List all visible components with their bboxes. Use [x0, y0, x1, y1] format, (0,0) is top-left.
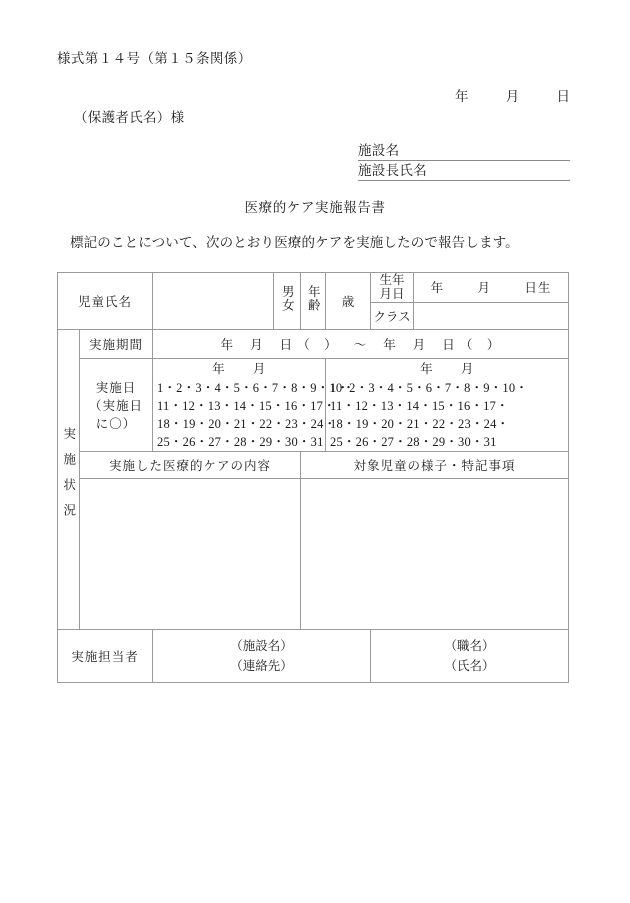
- issuer-facility-label: 施設名: [358, 141, 570, 161]
- impl-day-label-line3: に〇）: [95, 417, 137, 431]
- table-row-content-headers: [58, 452, 569, 479]
- staff-name-label: （氏名）: [444, 659, 495, 674]
- dob-value-cell[interactable]: [414, 273, 569, 303]
- period-value-cell[interactable]: [153, 329, 569, 358]
- class-label: クラス: [371, 302, 414, 329]
- period-end-month: 月: [412, 337, 427, 352]
- report-table: [57, 272, 569, 683]
- age-unit: 歳: [341, 294, 355, 309]
- period-start-month: 月: [250, 337, 264, 352]
- staff-facility-label: （施設名）: [230, 638, 293, 653]
- table-row-staff: [58, 630, 569, 683]
- calendar-2-row: 25・26・27・28・29・30・31: [330, 435, 497, 450]
- calendar-month-1[interactable]: [153, 358, 355, 452]
- intro-sentence: 標記のことについて、次のとおり医療的ケアを実施したので報告します。: [70, 235, 519, 250]
- dob-month: 月: [477, 281, 492, 296]
- issuer-director-label: 施設長氏名: [358, 161, 570, 181]
- age-label: 年齢: [306, 285, 321, 313]
- table-row-impl-days: [58, 358, 569, 452]
- period-end-year: 年: [383, 337, 397, 352]
- period-tilde: ～: [353, 337, 368, 352]
- child-name-label: 児童氏名: [58, 273, 153, 330]
- dob-label: 生年 月日: [371, 273, 414, 303]
- impl-day-label-line1: 実施日: [95, 381, 137, 395]
- care-content-value[interactable]: [80, 479, 301, 630]
- calendar-1-row: 18・19・20・21・22・23・24・: [157, 417, 337, 431]
- calendar-month-2[interactable]: [326, 358, 569, 452]
- care-content-header: 実施した医療的ケアの内容: [80, 452, 301, 479]
- issue-date-year: 年: [455, 89, 469, 104]
- staff-name-cell[interactable]: [371, 630, 569, 683]
- child-state-header: 対象児童の様子・特記事項: [301, 452, 569, 479]
- staff-contact-label: （連絡先）: [230, 659, 293, 674]
- calendar-2-year: 年: [420, 361, 434, 376]
- document-title: 医療的ケア実施報告書: [244, 200, 386, 215]
- addressee: （保護者氏名）様: [74, 110, 185, 125]
- calendar-1-month: 月: [252, 361, 266, 376]
- staff-facility-cell[interactable]: [153, 630, 371, 683]
- calendar-1-year: 年: [212, 361, 226, 376]
- age-label-cell: [301, 273, 326, 330]
- gender-label: 男女: [280, 285, 295, 313]
- dob-year: 年: [430, 281, 445, 296]
- table-row-content-values: [58, 479, 569, 630]
- calendar-2-row: 1・2・3・4・5・6・7・8・9・10・: [330, 380, 528, 395]
- issue-date-month: 月: [505, 89, 520, 104]
- status-side-label: 実施状況: [61, 426, 76, 529]
- class-value[interactable]: [414, 302, 569, 329]
- status-side-label-cell: [58, 329, 80, 630]
- dob-day: 日生: [524, 281, 552, 296]
- issue-date-day: 日: [556, 89, 570, 104]
- period-start-day: 日 （ ）: [279, 337, 338, 352]
- issue-date-line: [455, 85, 570, 105]
- staff-label: 実施担当者: [58, 630, 153, 683]
- calendar-1-row: 1・2・3・4・5・6・7・8・9・10・: [157, 380, 355, 395]
- child-state-value[interactable]: [301, 479, 569, 630]
- gender-cell[interactable]: [274, 273, 301, 330]
- period-end-day: 日 （ ）: [442, 337, 501, 352]
- issuer-block: [358, 141, 570, 181]
- calendar-2-row: 11・12・13・14・15・16・17・: [330, 398, 509, 413]
- calendar-1-row: 25・26・27・28・29・30・31: [157, 435, 324, 450]
- calendar-2-row: 18・19・20・21・22・23・24・: [330, 417, 510, 431]
- table-row-child-info: [58, 273, 569, 303]
- calendar-1-row: 11・12・13・14・15・16・17・: [157, 398, 336, 413]
- calendar-2-head: [326, 359, 568, 377]
- age-value-cell[interactable]: [326, 273, 371, 330]
- period-start-year: 年: [220, 337, 235, 352]
- impl-day-label-line2: （実施日: [89, 399, 144, 413]
- impl-day-label: [80, 358, 153, 452]
- form-code: 様式第１４号（第１５条関係）: [57, 51, 252, 66]
- staff-title-label: （職名）: [444, 638, 495, 653]
- calendar-1-head: [153, 359, 325, 377]
- table-row-period: [58, 329, 569, 358]
- calendar-2-month: 月: [460, 361, 474, 376]
- child-name-value[interactable]: [153, 273, 274, 330]
- period-label: 実施期間: [80, 329, 153, 358]
